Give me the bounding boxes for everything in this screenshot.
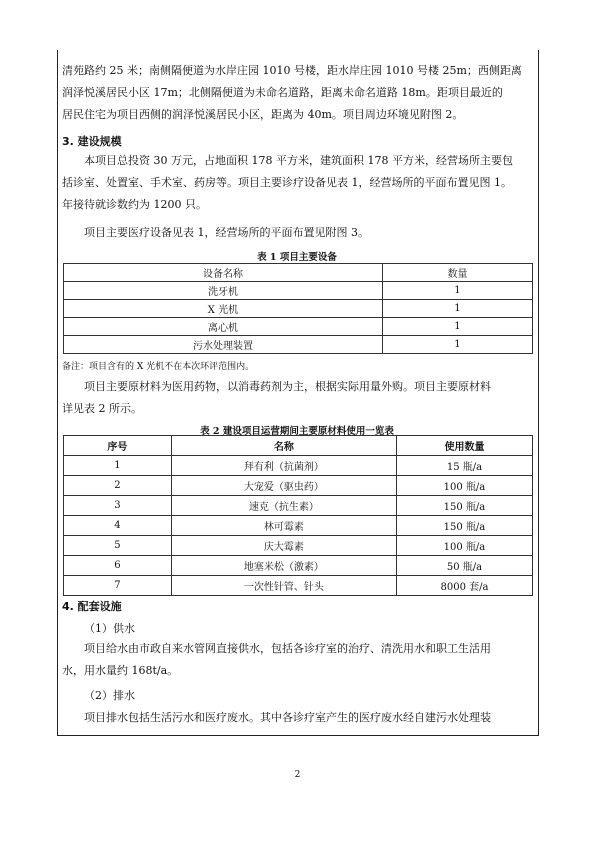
page-number: 2 [294,770,301,780]
table1-note: 备注：项目含有的 X 光机不在本次环评范围内。 [62,362,255,372]
table-cell: 离心机 [64,318,383,336]
table-cell: 100 瓶/a [396,536,532,556]
table-cell: 150 瓶/a [396,516,532,536]
scale-paragraph [62,150,532,216]
table-cell: 1 [382,318,532,336]
table-cell: 洗牙机 [64,282,383,300]
materials-paragraph [62,376,532,420]
table-cell: 4 [64,516,172,536]
subheading-water-supply: （1）供水 [84,622,135,635]
table-cell: 7 [64,576,172,596]
table-header-cell: 设备名称 [64,264,383,282]
text-line: 润泽悦溪居民小区 17m；北侧隔便道为未命名道路，距离未命名道路 18m。距项目最近的 [62,86,503,99]
text-line: 清苑路约 25 米；南侧隔便道为水岸庄园 1010 号楼，距水岸庄园 1010 号楼 25m；西侧距离 [62,64,522,77]
text-line: 详见表 2 所示。 [62,402,142,415]
table-header-cell: 序号 [64,436,172,456]
water-supply-paragraph [62,638,532,682]
text-line: 项目主要原材料为医用药物，以消毒药剂为主，根据实际用量外购。项目主要原材料 [84,380,491,393]
table-row [64,336,533,354]
equipment-reference-paragraph: 项目主要医疗设备见表 1，经营场所的平面布置见附图 3。 [84,226,369,239]
table-cell: 一次性针管、针头 [171,576,396,596]
table-header-row [64,264,533,282]
subheading-drainage: （2）排水 [84,689,135,702]
table-cell: 1 [64,456,172,476]
table-cell: 大宠爱（驱虫药） [171,476,396,496]
location-paragraph [62,60,532,126]
table-cell: 5 [64,536,172,556]
table-row [64,496,533,516]
table-row [64,536,533,556]
table-cell: 8000 套/a [396,576,532,596]
table-cell: 1 [382,282,532,300]
table-cell: 50 瓶/a [396,556,532,576]
table-header-cell: 使用数量 [396,436,532,456]
table-cell: 地塞米松（激素） [171,556,396,576]
table-row [64,576,533,596]
table-row [64,556,533,576]
drainage-paragraph: 项目排水包括生活污水和医疗废水。其中各诊疗室产生的医疗废水经自建污水处理装 [84,711,491,724]
table-row [64,318,533,336]
table-cell: 6 [64,556,172,576]
text-line: 本项目总投资 30 万元，占地面积 178 平方米，建筑面积 178 平方米，经营场所主要包 [84,154,513,167]
table-cell: 3 [64,496,172,516]
section-heading-scale: 3. 建设规模 [62,135,122,148]
materials-table [63,435,533,596]
text-line: 居民住宅为项目西侧的润泽悦溪居民小区，距离为 40m。项目周边环境见附图 2。 [62,108,464,121]
text-line: 项目给水由市政自来水管网直接供水，包括各诊疗室的治疗、清洗用水和职工生活用 [84,642,491,655]
table-cell: 速克（抗生素） [171,496,396,516]
equipment-table [63,263,533,354]
table-header-cell: 数量 [382,264,532,282]
table2-caption: 表 2 建设项目运营期间主要原材料使用一览表 [200,426,394,437]
table-cell: 150 瓶/a [396,496,532,516]
table-row [64,516,533,536]
table-cell: 拜有利（抗菌剂） [171,456,396,476]
table-row [64,300,533,318]
table-header-row [64,436,533,456]
table-cell: 污水处理装置 [64,336,383,354]
table-cell: 100 瓶/a [396,476,532,496]
table-cell: 林可霉素 [171,516,396,536]
table1-caption: 表 1 项目主要设备 [257,252,337,263]
table-row [64,456,533,476]
table-cell: 1 [382,336,532,354]
text-line: 水，用水量约 168t/a。 [62,664,179,677]
text-line: 括诊室、处置室、手术室、药房等。项目主要诊疗设备见表 1，经营场所的平面布置见图 1。 [62,176,512,189]
table-header-cell: 名称 [171,436,396,456]
table-cell: 1 [382,300,532,318]
table-cell: 庆大霉素 [171,536,396,556]
table-cell: X 光机 [64,300,383,318]
table-row [64,476,533,496]
section-heading-facilities: 4. 配套设施 [62,600,122,613]
text-line: 年接待就诊数约为 1200 只。 [62,198,207,211]
table-row [64,282,533,300]
table-cell: 2 [64,476,172,496]
table-cell: 15 瓶/a [396,456,532,476]
